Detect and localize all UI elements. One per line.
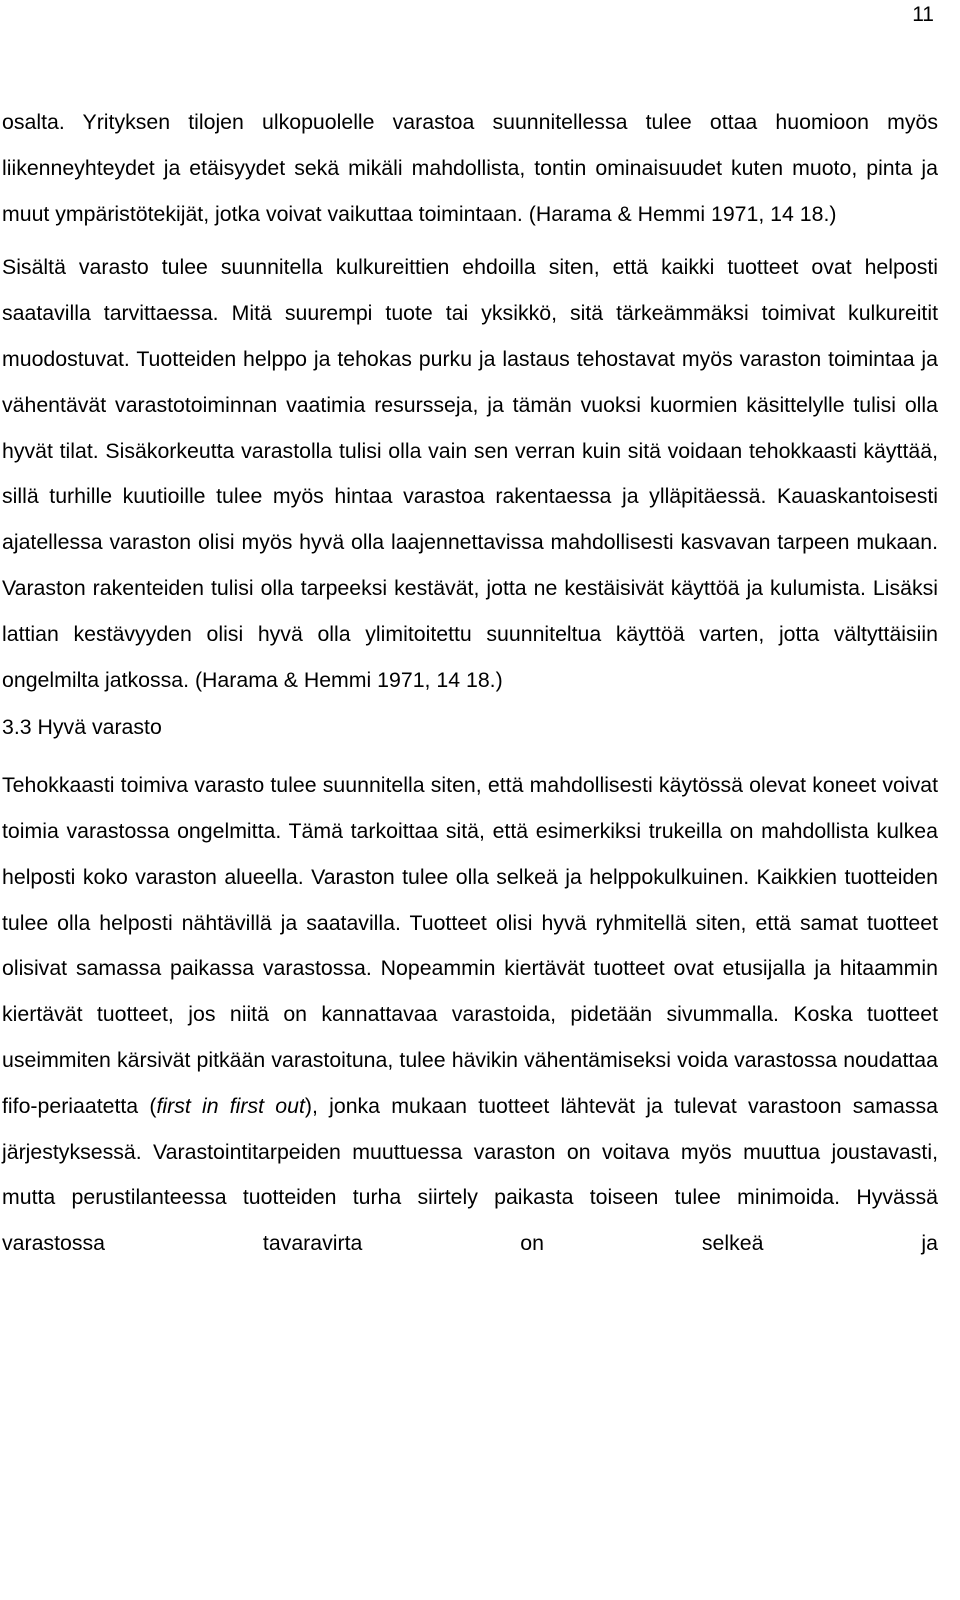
paragraph-efficient-warehouse — [2, 763, 938, 1313]
page-number: 11 — [912, 3, 934, 26]
paragraph-text-part-1: Tehokkaasti toimiva varasto tulee suunnitella siten, että mahdollisesti käytössä olevat koneet voivat toimia varastossa ongelmitta. Tämä tarkoittaa sitä, että esimerkiksi trukeilla on mahdollista kulkea helposti koko varaston alueella. Varaston tulee olla selkeä ja helppokulkuinen. Kaikkien tuotteiden tulee olla helposti nähtävillä ja saatavilla. Tuotteet olisi hyvä ryhmitellä siten, että samat tuotteet olisivat samassa paikassa varastossa. Nopeammin kiertävät tuotteet ovat etusijalla ja hitaammin kiertävät tuotteet, jos niitä on kannattavaa varastoida, pidetään sivummalla. Koska tuotteet useimmiten kärsivät pitkään varastoituna, tulee hävikin vähentämiseksi voida varastossa noudattaa fifo-periaatetta ( — [2, 773, 938, 1118]
section-heading-good-warehouse: 3.3 Hyvä varasto — [2, 715, 162, 740]
paragraph-text-part-2: ), jonka mukaan tuotteet lähtevät ja tulevat varastoon samassa järjestyksessä. Varastointitarpeiden muuttuessa varaston on voitava myös muuttua joustavasti, mutta perustilanteessa tuotteiden turha siirtely paikasta toiseen tulee minimoida. Hyvässä varastossa tavaravirta on selkeä ja — [2, 1093, 938, 1256]
fifo-italic-term: first in first out — [156, 1093, 305, 1118]
paragraph-interior-planning: Sisältä varasto tulee suunnitella kulkureittien ehdoilla siten, että kaikki tuotteet ovat helposti saatavilla tarvittaessa. Mitä suurempi tuote tai yksikkö, sitä tärkeämmäksi toimivat kulkureitit muodostuvat. Tuotteiden helppo ja tehokas purku ja lastaus tehostavat myös varaston toimintaa ja vähentävät varastotoiminnan vaatimia resursseja, ja tämän vuoksi kuormien käsittelylle tulisi olla hyvät tilat. Sisäkorkeutta varastolla tulisi olla vain sen verran kuin sitä voidaan tehokkaasti käyttää, sillä turhille kuutioille tulee myös hintaa varastoa rakentaessa ja ylläpitäessä. Kauaskantoisesti ajatellessa varaston olisi myös hyvä olla laajennettavissa mahdollisesti kasvavan tarpeen mukaan. Varaston rakenteiden tulisi olla tarpeeksi kestävät, jotta ne kestäisivät käyttöä ja kulumista. Lisäksi lattian kestävyyden olisi hyvä olla ylimitoitettu suunniteltua käyttöä varten, jotta vältyttäisiin ongelmilta jatkossa. (Harama & Hemmi 1971, 14 18.) — [2, 255, 938, 692]
document-body — [2, 100, 938, 1313]
paragraph-site-planning: osalta. Yrityksen tilojen ulkopuolelle varastoa suunnitellessa tulee ottaa huomioon myös liikenneyhteydet ja etäisyydet sekä mikäli mahdollista, tontin ominaisuudet kuten muoto, pinta ja muut ympäristötekijät, jotka voivat vaikuttaa toimintaan. (Harama & Hemmi 1971, 14 18.) — [2, 110, 938, 226]
